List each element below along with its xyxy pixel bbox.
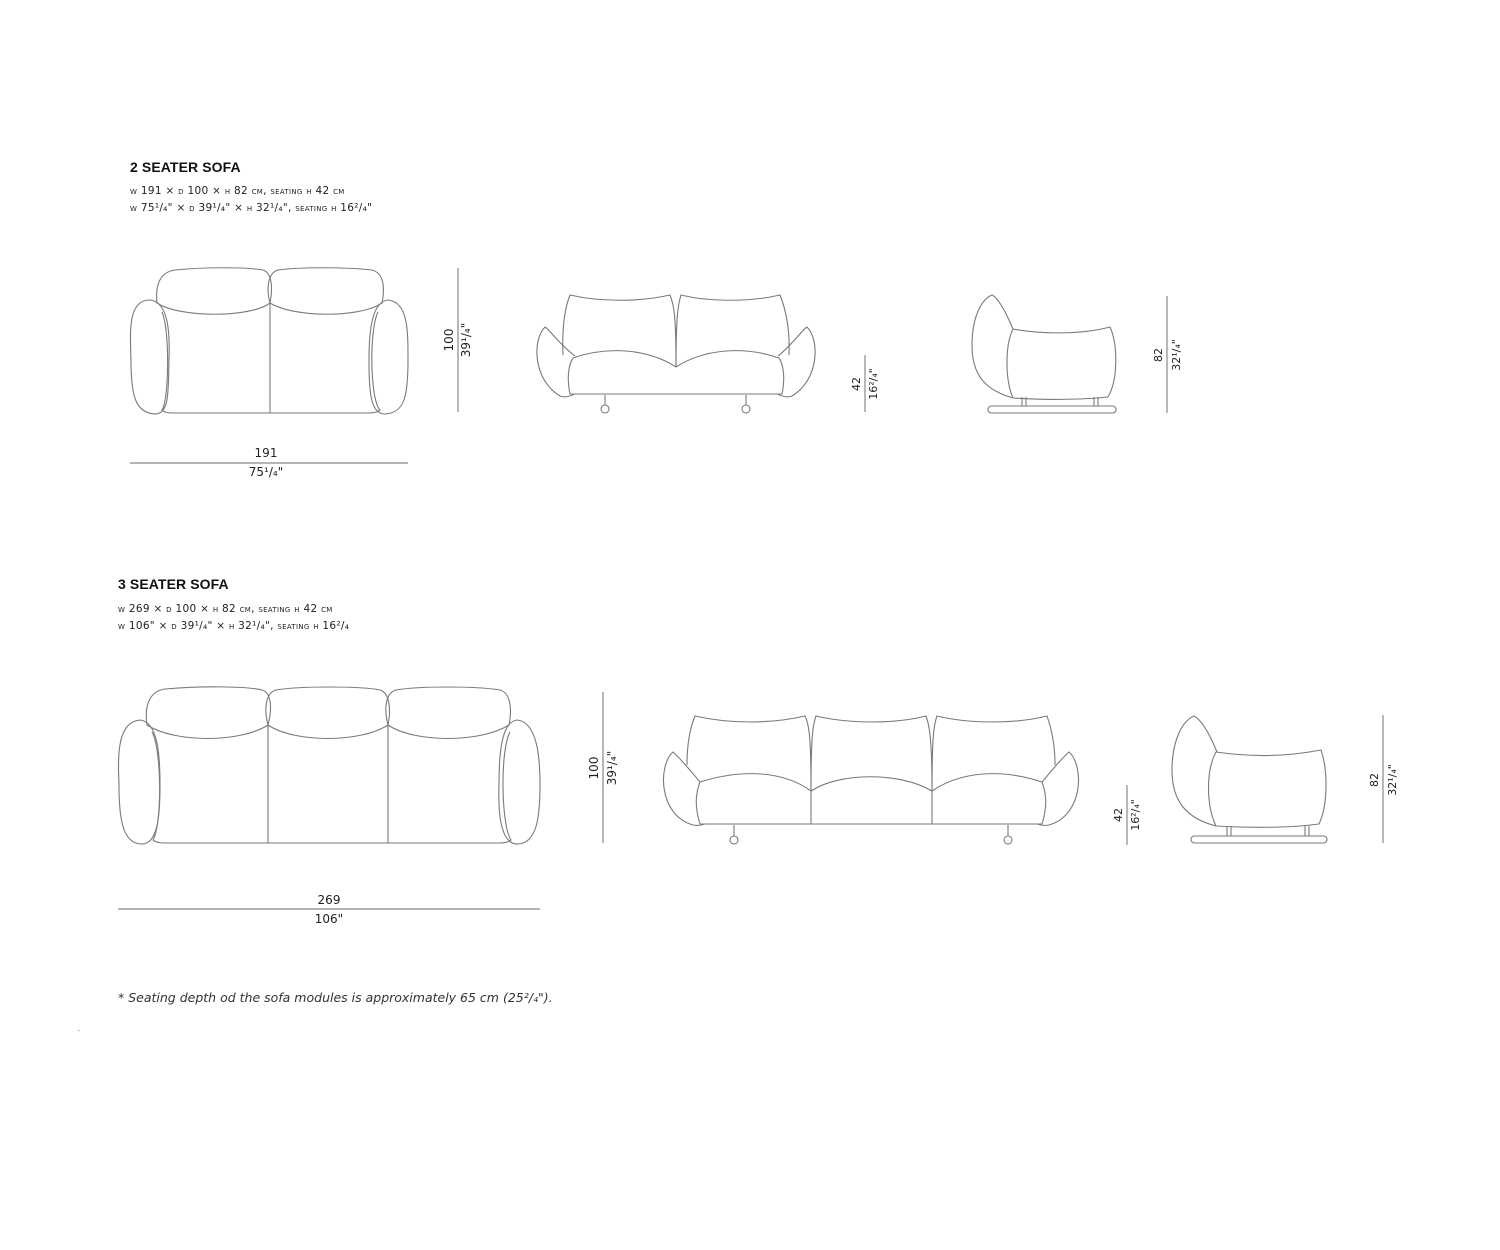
two-seater-spec-cm: w 191 × d 100 × h 82 cm, seating h 42 cm: [130, 185, 345, 197]
three-seater-seat-height-in: 16²/₄": [1129, 799, 1142, 831]
stray-mark: [78, 1030, 80, 1031]
three-seater-title: 3 SEATER SOFA: [118, 576, 229, 592]
two-seater-height-in: 32¹/₄": [1170, 339, 1183, 371]
footnote: * Seating depth od the sofa modules is approximately 65 cm (25²/₄").: [118, 990, 553, 1005]
two-seater-front-view: [537, 295, 815, 413]
two-seater-depth-cm: 100: [442, 328, 456, 352]
three-seater-height-cm: 82: [1368, 773, 1381, 787]
two-seater-side-view: [972, 295, 1116, 413]
three-seater-seat-height-cm: 42: [1112, 808, 1125, 822]
three-seater-front-view: [663, 716, 1078, 844]
two-seater-width-cm: 191: [254, 446, 278, 460]
two-seater-seat-height-cm: 42: [850, 377, 863, 391]
two-seater-title: 2 SEATER SOFA: [130, 159, 241, 175]
two-seater-width-in: 75¹/₄": [248, 465, 284, 479]
two-seater-top-view: [130, 268, 408, 414]
three-seater-depth-cm: 100: [587, 756, 601, 780]
three-seater-height-in: 32¹/₄": [1386, 764, 1399, 796]
three-seater-spec-cm: w 269 × d 100 × h 82 cm, seating h 42 cm: [118, 603, 333, 615]
two-seater-seat-height-in: 16²/₄": [867, 368, 880, 400]
three-seater-width-cm: 269: [317, 893, 341, 907]
three-seater-spec-in: w 106" × d 39¹/₄" × h 32¹/₄", seating h 16²/₄: [118, 620, 350, 632]
three-seater-depth-in: 39¹/₄": [605, 750, 619, 786]
three-seater-top-view: [118, 687, 540, 844]
two-seater-spec-in: w 75¹/₄" × d 39¹/₄" × h 32¹/₄", seating h 16²/₄": [130, 202, 373, 214]
two-seater-depth-in: 39¹/₄": [459, 322, 473, 358]
two-seater-height-cm: 82: [1152, 348, 1165, 362]
three-seater-side-view: [1172, 716, 1327, 843]
three-seater-width-in: 106": [314, 912, 344, 926]
